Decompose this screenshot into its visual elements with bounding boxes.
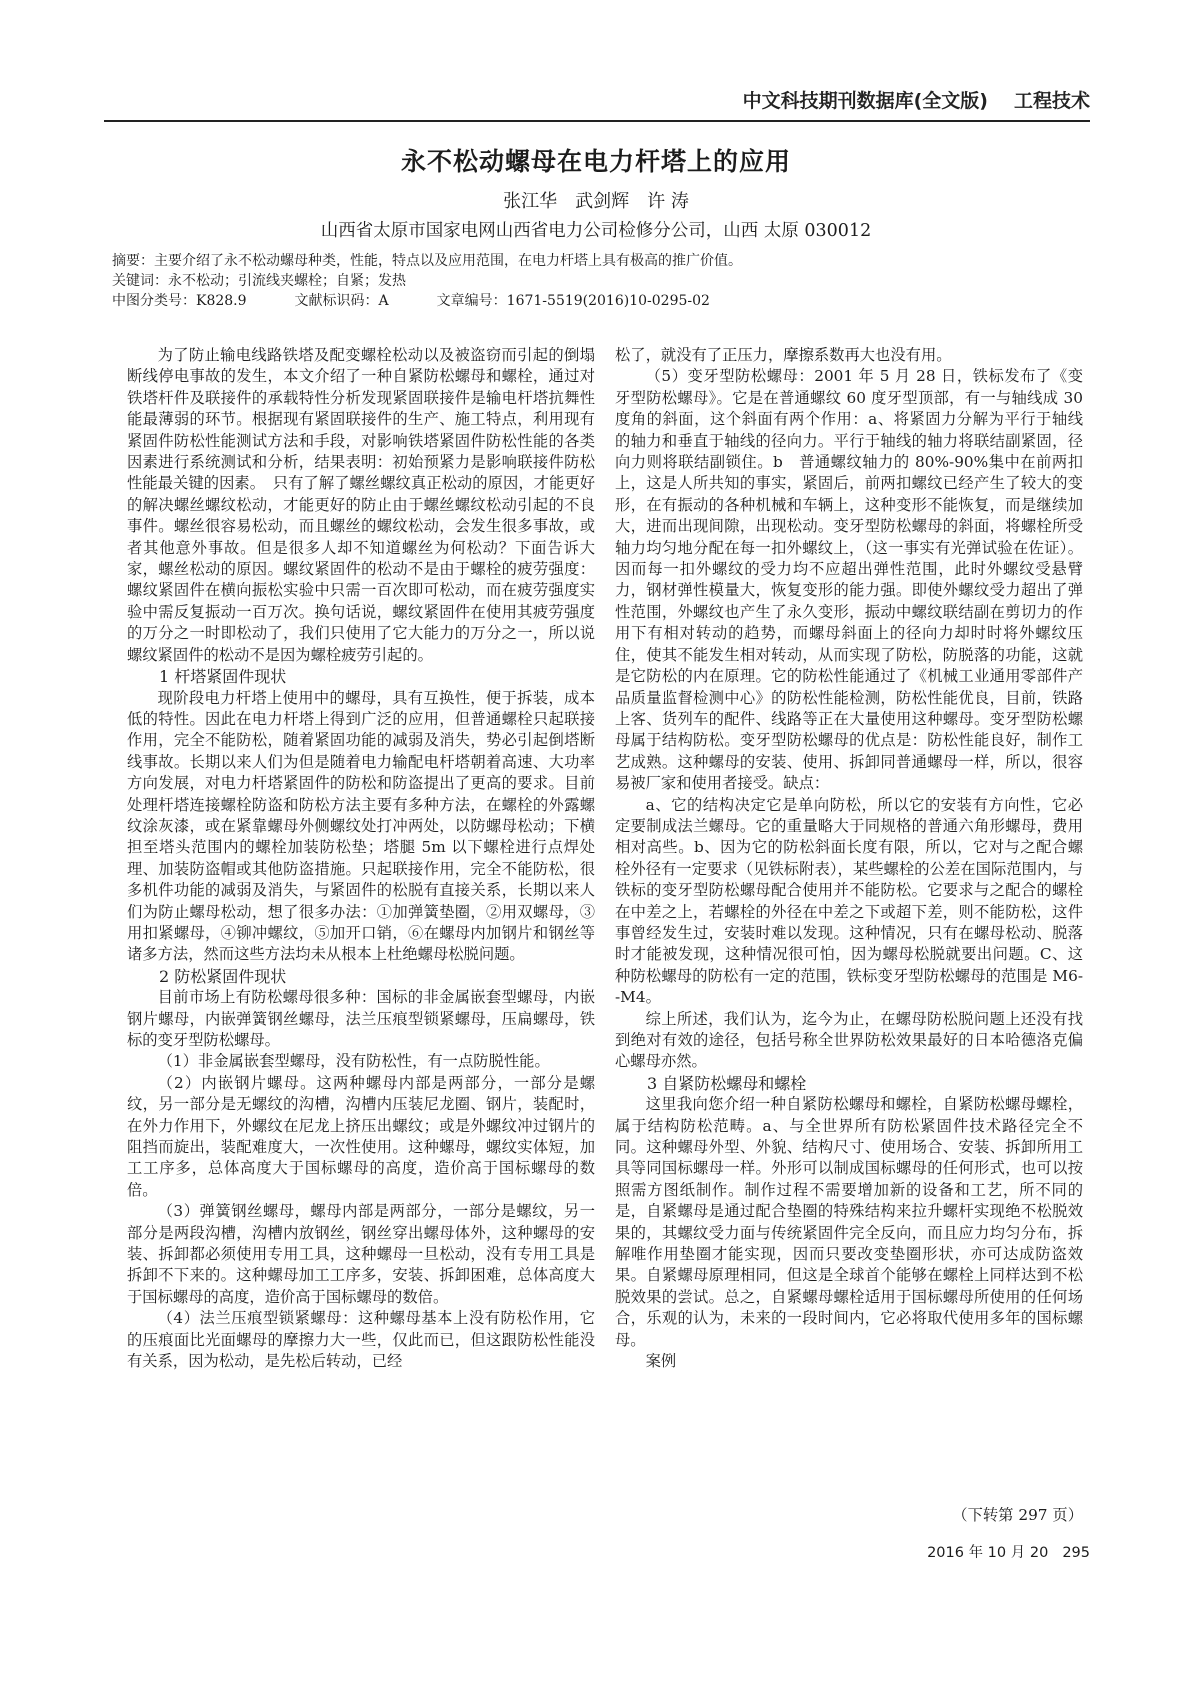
database-name: 中文科技期刊数据库(全文版)	[742, 90, 988, 112]
clc-number: 中图分类号：K828.9	[112, 293, 247, 309]
drawbacks-paragraph: a、它的结构决定它是单向防松，所以它的安装有方向性，它必定要制成法兰螺母。它的重量略大于同规格的普通六角形螺母，费用相对高些。b、因为它的防松斜面长度有限，所以，它对与之配合螺栓外径有一定要求（见铁标附表），某些螺栓的公差在国际范围内，与铁标的变牙型防松螺母配合使用并不能防松。它要求与之配合的螺栓在中差之上，若螺栓的外径在中差之下或超下差，则不能防松，这件事曾经发生过，安装时难以发现。这种情况，只有在螺母松动、脱落时才能被发现，这种情况很可怕，因为螺母松脱就要出问题。C、这种防松螺母的防松有一定的范围，铁标变牙型防松螺母的范围是 M6--M4。	[615, 795, 1083, 1007]
article-title: 永不松动螺母在电力杆塔上的应用	[400, 147, 791, 176]
section-2-paragraph: 目前市场上有防松螺母很多种：国标的非金属嵌套型螺母，内嵌钢片螺母，内嵌弹簧钢丝螺母，法兰压痕型锁紧螺母，压扁螺母，铁标的变牙型防松螺母。	[127, 988, 595, 1049]
nut-type-1: （1）非金属嵌套型螺母，没有防松性，有一点防脱性能。	[157, 1052, 550, 1071]
issue-date: 2016 年 10 月 20	[927, 1545, 1049, 1561]
summary-paragraph: 综上所述，我们认为，迄今为止，在螺母防松脱问题上还没有找到绝对有效的途径，包括号称全世界防松效果最好的日本哈德洛克偏心螺母亦然。	[615, 1009, 1083, 1071]
continued-paragraph: 松了，就没有了正压力，摩擦系数再大也没有用。	[615, 346, 952, 364]
abstract: 摘要：主要介绍了永不松动螺母种类，性能，特点以及应用范围，在电力杆塔上具有极高的推广价值。	[112, 253, 742, 269]
intro-paragraph: 为了防止输电线路铁塔及配变螺栓松动以及被盗窃而引起的倒塌断线停电事故的发生，本文介绍了一种自紧防松螺母和螺栓，通过对铁塔杆件及联接件的承载特性分析发现紧固联接件是输电杆塔抗舞性能最薄弱的环节。根据现有紧固联接件的生产、施工特点，利用现有紧固件防松性能测试方法和手段，对影响铁塔紧固件防松性能的各类因素进行系统测试和分析，结果表明：初始预紧力是影响联接件防松性能最关键的因素。 只有了解了螺丝螺纹真正松动的原因，才能更好的解决螺丝螺纹松动，才能更好的防止由于螺丝螺纹松动引起的不良事件。螺丝很容易松动，而且螺丝的螺纹松动，会发生很多事故，或者其他意外事故。但是很多人却不知道螺丝为何松动？下面告诉大家，螺丝松动的原因。螺纹紧固件的松动不是由于螺栓的疲劳强度：螺纹紧固件在横向振松实验中只需一百次即可松动，而在疲劳强度实验中需反复振动一百万次。换句话说，螺纹紧固件在使用其疲劳强度的万分之一时即松动了，我们只使用了它大能力的万分之一，所以说螺纹紧固件的松动不是因为螺栓疲劳引起的。	[127, 346, 595, 664]
section-3-paragraph: 这里我向您介绍一种自紧防松螺母和螺栓，自紧防松螺母螺栓，属于结构防松范畴。a、与全世界所有防松紧固件技术路径完全不同。这种螺母外型、外貌、结构尺寸、使用场合、安装、拆卸所用工具等同国标螺母一样。外形可以制成国标螺母的任何形式，也可以按照需方图纸制作。制作过程不需要增加新的设备和工艺，所不同的是，自紧螺母是通过配合垫圈的特殊结构来拉升螺杆实现绝不松脱效果的，其螺纹受力面与传统紧固件完全反向，而且应力均匀分布，拆解唯作用垫圈才能实现，因而只要改变垫圈形状，亦可达成防盗效果。自紧螺母原理相同，但这是全球首个能够在螺栓上同样达到不松脱效果的尝试。总之，自紧螺母螺栓适用于国标螺母所使用的任何场合，乐观的认为，未来的一段时间内，它必将取代使用多年的国标螺母。	[615, 1095, 1083, 1349]
authors: 张江华 武剑辉 许 涛	[503, 191, 689, 212]
section-1-paragraph: 现阶段电力杆塔上使用中的螺母，具有互换性，便于拆装，成本低的特性。因此在电力杆塔上得到广泛的应用，但普通螺栓只起联接作用，完全不能防松，随着紧固功能的减弱及消失，势必引起倒塔断线事故。长期以来人们为但是随着电力输配电杆塔朝着高速、大功率方向发展，对电力杆塔紧固件的防松和防盗提出了更高的要求。目前处理杆塔连接螺栓防盗和防松方法主要有多种方法，在螺栓的外露螺纹涂灰漆，或在紧靠螺母外侧螺纹处打冲两处，以防螺母松动；下横担至塔头范围内的螺栓加装防松垫；塔腿 5m 以下螺栓进行点焊处理、加装防盗帽或其他防盗措施。只起联接作用，完全不能防松，很多机件功能的减弱及消失，与紧固件的松脱有直接关系，长期以来人们为防止螺母松动，想了很多办法：①加弹簧垫圈，②用双螺母，③用扣紧螺母，④铆冲螺纹，⑤加开口销，⑥在螺母内加钢片和钢丝等诸多方法，然而这些方法均未从根本上杜绝螺母松脱问题。	[127, 688, 595, 964]
keywords: 关键词：永不松动；引流线夹螺栓；自紧；发热	[112, 273, 406, 289]
journal-header	[104, 86, 1090, 116]
continued-on-note: （下转第 297 页）	[952, 1506, 1083, 1524]
section-heading-2: 2 防松紧固件现状	[159, 966, 287, 986]
right-column	[615, 345, 1083, 1373]
section-heading-1: 1 杆塔紧固件现状	[159, 667, 287, 687]
section-heading-3: 3 自紧防松螺母和螺栓	[647, 1073, 807, 1093]
case-label: 案例	[645, 1352, 677, 1371]
page-footer	[615, 1541, 1090, 1562]
article-number: 文章编号：1671-5519(2016)10-0295-02	[436, 293, 710, 309]
nut-type-4: （4）法兰压痕型锁紧螺母：这种螺母基本上没有防松作用，它的压痕面比光面螺母的摩擦力大一些，仅此而已，但这跟防松性能没有关系，因为松动，是先松后转动，已经	[127, 1309, 595, 1371]
document-code: 文献标识码：A	[294, 293, 389, 309]
page-number: 295	[1062, 1545, 1090, 1561]
nut-type-3: （3）弹簧钢丝螺母，螺母内部是两部分，一部分是螺纹，另一部分是两段沟槽，沟槽内放钢丝，钢丝穿出螺母体外，这种螺母的安装、拆卸都必须使用专用工具，这种螺母一旦松动，没有专用工具是拆卸不下来的。这种螺母加工工序多，安装、拆卸困难，总体高度大于国标螺母的高度，造价高于国标螺母的数倍。	[127, 1202, 595, 1306]
classification-line	[112, 290, 710, 310]
header-rule	[104, 120, 1090, 122]
nut-type-2: （2）内嵌钢片螺母。这两种螺母内部是两部分，一部分是螺纹，另一部分是无螺纹的沟槽，沟槽内压装尼龙圈、钢片，装配时，在外力作用下，外螺纹在尼龙上挤压出螺纹；或是外螺纹冲过钢片的阻挡而旋出，装配难度大，一次性使用。这种螺母，螺纹实体短，加工工序多，总体高度大于国标螺母的高度，造价高于国标螺母的数倍。	[127, 1073, 595, 1199]
affiliation: 山西省太原市国家电网山西省电力公司检修分公司，山西 太原 030012	[320, 221, 872, 241]
left-column	[127, 345, 595, 1373]
nut-type-5: （5）变牙型防松螺母：2001 年 5 月 28 日，铁标发布了《变牙型防松螺母》。它是在普通螺纹 60 度牙型顶部，有一与轴线成 30 度角的斜面，这个斜面有两个作用：a、将紧固力分解为平行于轴线的轴力和垂直于轴线的径向力。平行于轴线的轴力将联结副紧固，径向力则将联结副锁住。b 普通螺纹轴力的 80%-90%集中在前两扣上，这是人所共知的事实，紧固后，前两扣螺纹已经产生了较大的变形，在有振动的各种机械和车辆上，这种变形不能恢复，而是继续加大，进而出现间隙，出现松动。变牙型防松螺母的斜面，将螺栓所受轴力均匀地分配在每一扣外螺纹上，（这一事实有光弹试验在佐证）。因而每一扣外螺纹的受力均不应超出弹性范围，此时外螺纹受悬臂力，钢材弹性模量大，恢复变形的能力强。即使外螺纹受力超出了弹性范围，外螺纹也产生了永久变形，振动中螺纹联结副在剪切力的作用下有相对转动的趋势，而螺母斜面上的径向力却时时将外螺纹压住，使其不能发生相对转动，从而实现了防松，防脱落的功能，这就是它防松的内在原理。它的防松性能通过了《机械工业通用零部件产品质量监督检测中心》的防松性能检测，防松性能优良，目前，铁路上客、货列车的配件、线路等正在大量使用这种螺母。变牙型防松螺母属于结构防松。变牙型防松螺母的优点是：防松性能良好，制作工艺成熟。这种螺母的安装、使用、拆卸同普通螺母一样，所以，很容易被厂家和使用者接受。缺点：	[615, 367, 1083, 793]
section-name: 工程技术	[1013, 90, 1090, 112]
